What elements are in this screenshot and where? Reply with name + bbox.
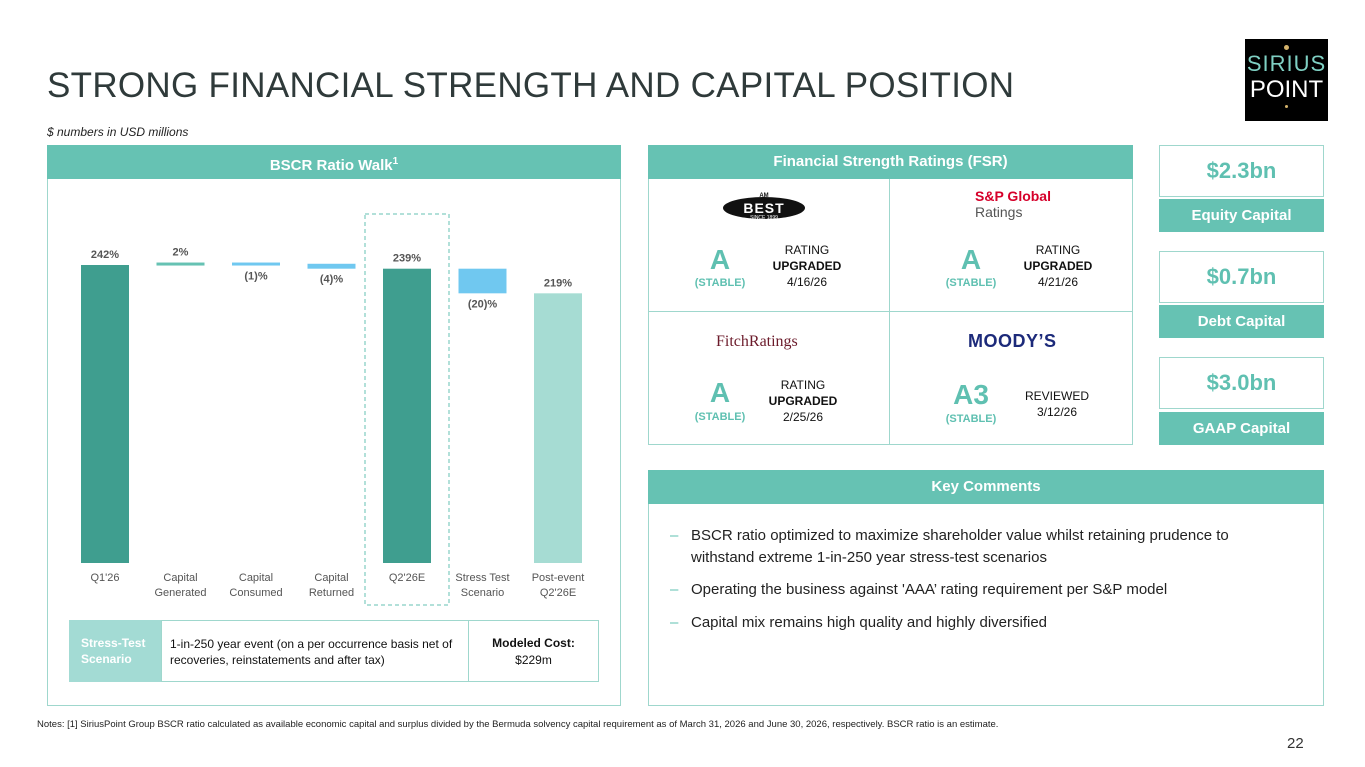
- units-note: $ numbers in USD millions: [47, 125, 189, 139]
- sp-outlook: (STABLE): [945, 277, 997, 289]
- key-comment-text: BSCR ratio optimized to maximize shareholder value whilst retaining prudence to withstand extreme 1-in-250 year stress-test scenarios: [691, 527, 1229, 566]
- am-best-note-line2: UPGRADED: [772, 259, 842, 273]
- am-best-rating: A: [709, 244, 731, 275]
- fitch-rating: A: [709, 377, 731, 408]
- category-label-5: Scenario: [460, 587, 505, 599]
- am-best-note-line3: 4/16/26: [786, 275, 828, 289]
- data-label-0: 242%: [90, 249, 120, 261]
- bscr-waterfall-chart: [47, 179, 621, 609]
- bar-4: [383, 269, 431, 563]
- bar-6: [534, 293, 582, 563]
- moodys-outlook: (STABLE): [945, 413, 997, 425]
- category-label-3: Returned: [308, 587, 355, 599]
- modeled-cost: [469, 620, 599, 682]
- bscr-heading-footnote: 1: [392, 156, 399, 167]
- moodys-note: [1012, 388, 1102, 420]
- bar-3: [308, 264, 356, 269]
- sp-global-logo-sub: Ratings: [975, 204, 1023, 220]
- category-label-0: Q1'26: [90, 572, 120, 584]
- bar-2: [232, 263, 280, 266]
- fitch-outlook: (STABLE): [694, 411, 746, 423]
- logo-line-1: SIRIUS: [1246, 51, 1327, 76]
- sp-rating: A: [960, 244, 982, 275]
- category-label-6: Q2'26E: [539, 587, 577, 599]
- stress-test-description: 1-in-250 year event (on a per occurrence basis net of recoveries, reinstatements and after tax): [161, 620, 469, 682]
- moodys-note-line1: REVIEWED: [1024, 389, 1089, 403]
- bullet-dash: –: [670, 581, 679, 598]
- logo-star-small-icon: [1285, 105, 1288, 108]
- stress-test-label: Stress-Test Scenario: [69, 620, 161, 682]
- category-label-1: Generated: [154, 587, 207, 599]
- sp-note-line2: UPGRADED: [1023, 259, 1093, 273]
- data-label-2: (1)%: [244, 270, 268, 283]
- bar-0: [81, 265, 129, 563]
- am-best-note: [762, 242, 852, 290]
- fsr-divider-vertical: [889, 179, 890, 445]
- fsr-divider-horizontal: [648, 311, 1133, 312]
- bscr-heading-text: BSCR Ratio Walk: [269, 157, 393, 174]
- key-comment-item: [670, 579, 1310, 601]
- data-label-1: 2%: [172, 246, 189, 259]
- sp-global-logo-text: S&P Global: [975, 188, 1051, 204]
- bar-1: [157, 263, 205, 266]
- equity-capital-label: Equity Capital: [1159, 199, 1324, 232]
- equity-capital-amount: $2.3bn: [1159, 145, 1324, 197]
- gaap-capital-amount: $3.0bn: [1159, 357, 1324, 409]
- bullet-dash: –: [670, 614, 679, 631]
- bscr-panel-heading: [47, 145, 621, 179]
- am-best-logo-since: SINCE 1899: [750, 215, 778, 221]
- sp-note-line3: 4/21/26: [1037, 275, 1079, 289]
- am-best-logo-small-top: AM: [759, 193, 769, 199]
- am-best-logo-text: BEST: [743, 200, 785, 216]
- data-label-4: 239%: [392, 252, 422, 265]
- gaap-capital-label: GAAP Capital: [1159, 412, 1324, 445]
- modeled-cost-value: $229m: [515, 653, 552, 667]
- bar-5: [459, 269, 507, 294]
- moodys-logo: MOODY’S: [968, 331, 1057, 351]
- data-label-6: 219%: [543, 277, 573, 290]
- category-label-3: Capital: [314, 572, 349, 584]
- sp-global-logo: [975, 188, 1075, 220]
- fsr-panel-heading: Financial Strength Ratings (FSR): [648, 145, 1133, 179]
- fitch-note: [758, 377, 848, 425]
- sp-note: [1013, 242, 1103, 290]
- category-label-4: Q2'26E: [388, 572, 426, 584]
- debt-capital-amount: $0.7bn: [1159, 251, 1324, 303]
- fitch-note-line2: UPGRADED: [768, 394, 838, 408]
- fitch-note-line1: RATING: [780, 378, 826, 392]
- key-comment-text: Operating the business against 'AAA’ rating requirement per S&P model: [691, 581, 1168, 598]
- data-label-3: (4)%: [319, 273, 344, 286]
- key-comment-item: [670, 612, 1310, 634]
- category-label-5: Stress Test: [455, 572, 510, 584]
- page-title: STRONG FINANCIAL STRENGTH AND CAPITAL POSITION: [47, 66, 1015, 105]
- fitch-logo: FitchRatings: [716, 333, 798, 350]
- key-comments-heading: Key Comments: [648, 470, 1324, 504]
- category-label-6: Post-event: [531, 572, 585, 584]
- modeled-cost-label: Modeled Cost:: [492, 636, 575, 650]
- footnote: Notes: [1] SiriusPoint Group BSCR ratio calculated as available economic capital and surplus divided by the Bermuda solvency capital requirement as of March 31, 2026 and June 30, 2026, respectively. BSCR ratio is an estimate.: [37, 719, 999, 730]
- data-label-5: (20)%: [467, 298, 498, 311]
- page-number: 22: [1287, 735, 1304, 752]
- sp-note-line1: RATING: [1035, 243, 1081, 257]
- moodys-rating: A3: [953, 379, 989, 410]
- category-label-2: Capital: [238, 572, 274, 584]
- am-best-note-line1: RATING: [784, 243, 830, 257]
- category-label-1: Capital: [163, 572, 198, 584]
- key-comment-item: [670, 525, 1310, 569]
- am-best-outlook: (STABLE): [694, 277, 746, 289]
- company-logo: [1245, 39, 1328, 121]
- key-comment-text: Capital mix remains high quality and highly diversified: [691, 614, 1048, 631]
- logo-line-2: POINT: [1249, 76, 1324, 103]
- bullet-dash: –: [670, 527, 679, 544]
- fitch-note-line3: 2/25/26: [782, 410, 824, 424]
- logo-star-icon: [1284, 45, 1289, 50]
- category-label-2: Consumed: [229, 587, 283, 599]
- moodys-note-line2: 3/12/26: [1036, 405, 1078, 419]
- debt-capital-label: Debt Capital: [1159, 305, 1324, 338]
- am-best-logo: [722, 193, 806, 221]
